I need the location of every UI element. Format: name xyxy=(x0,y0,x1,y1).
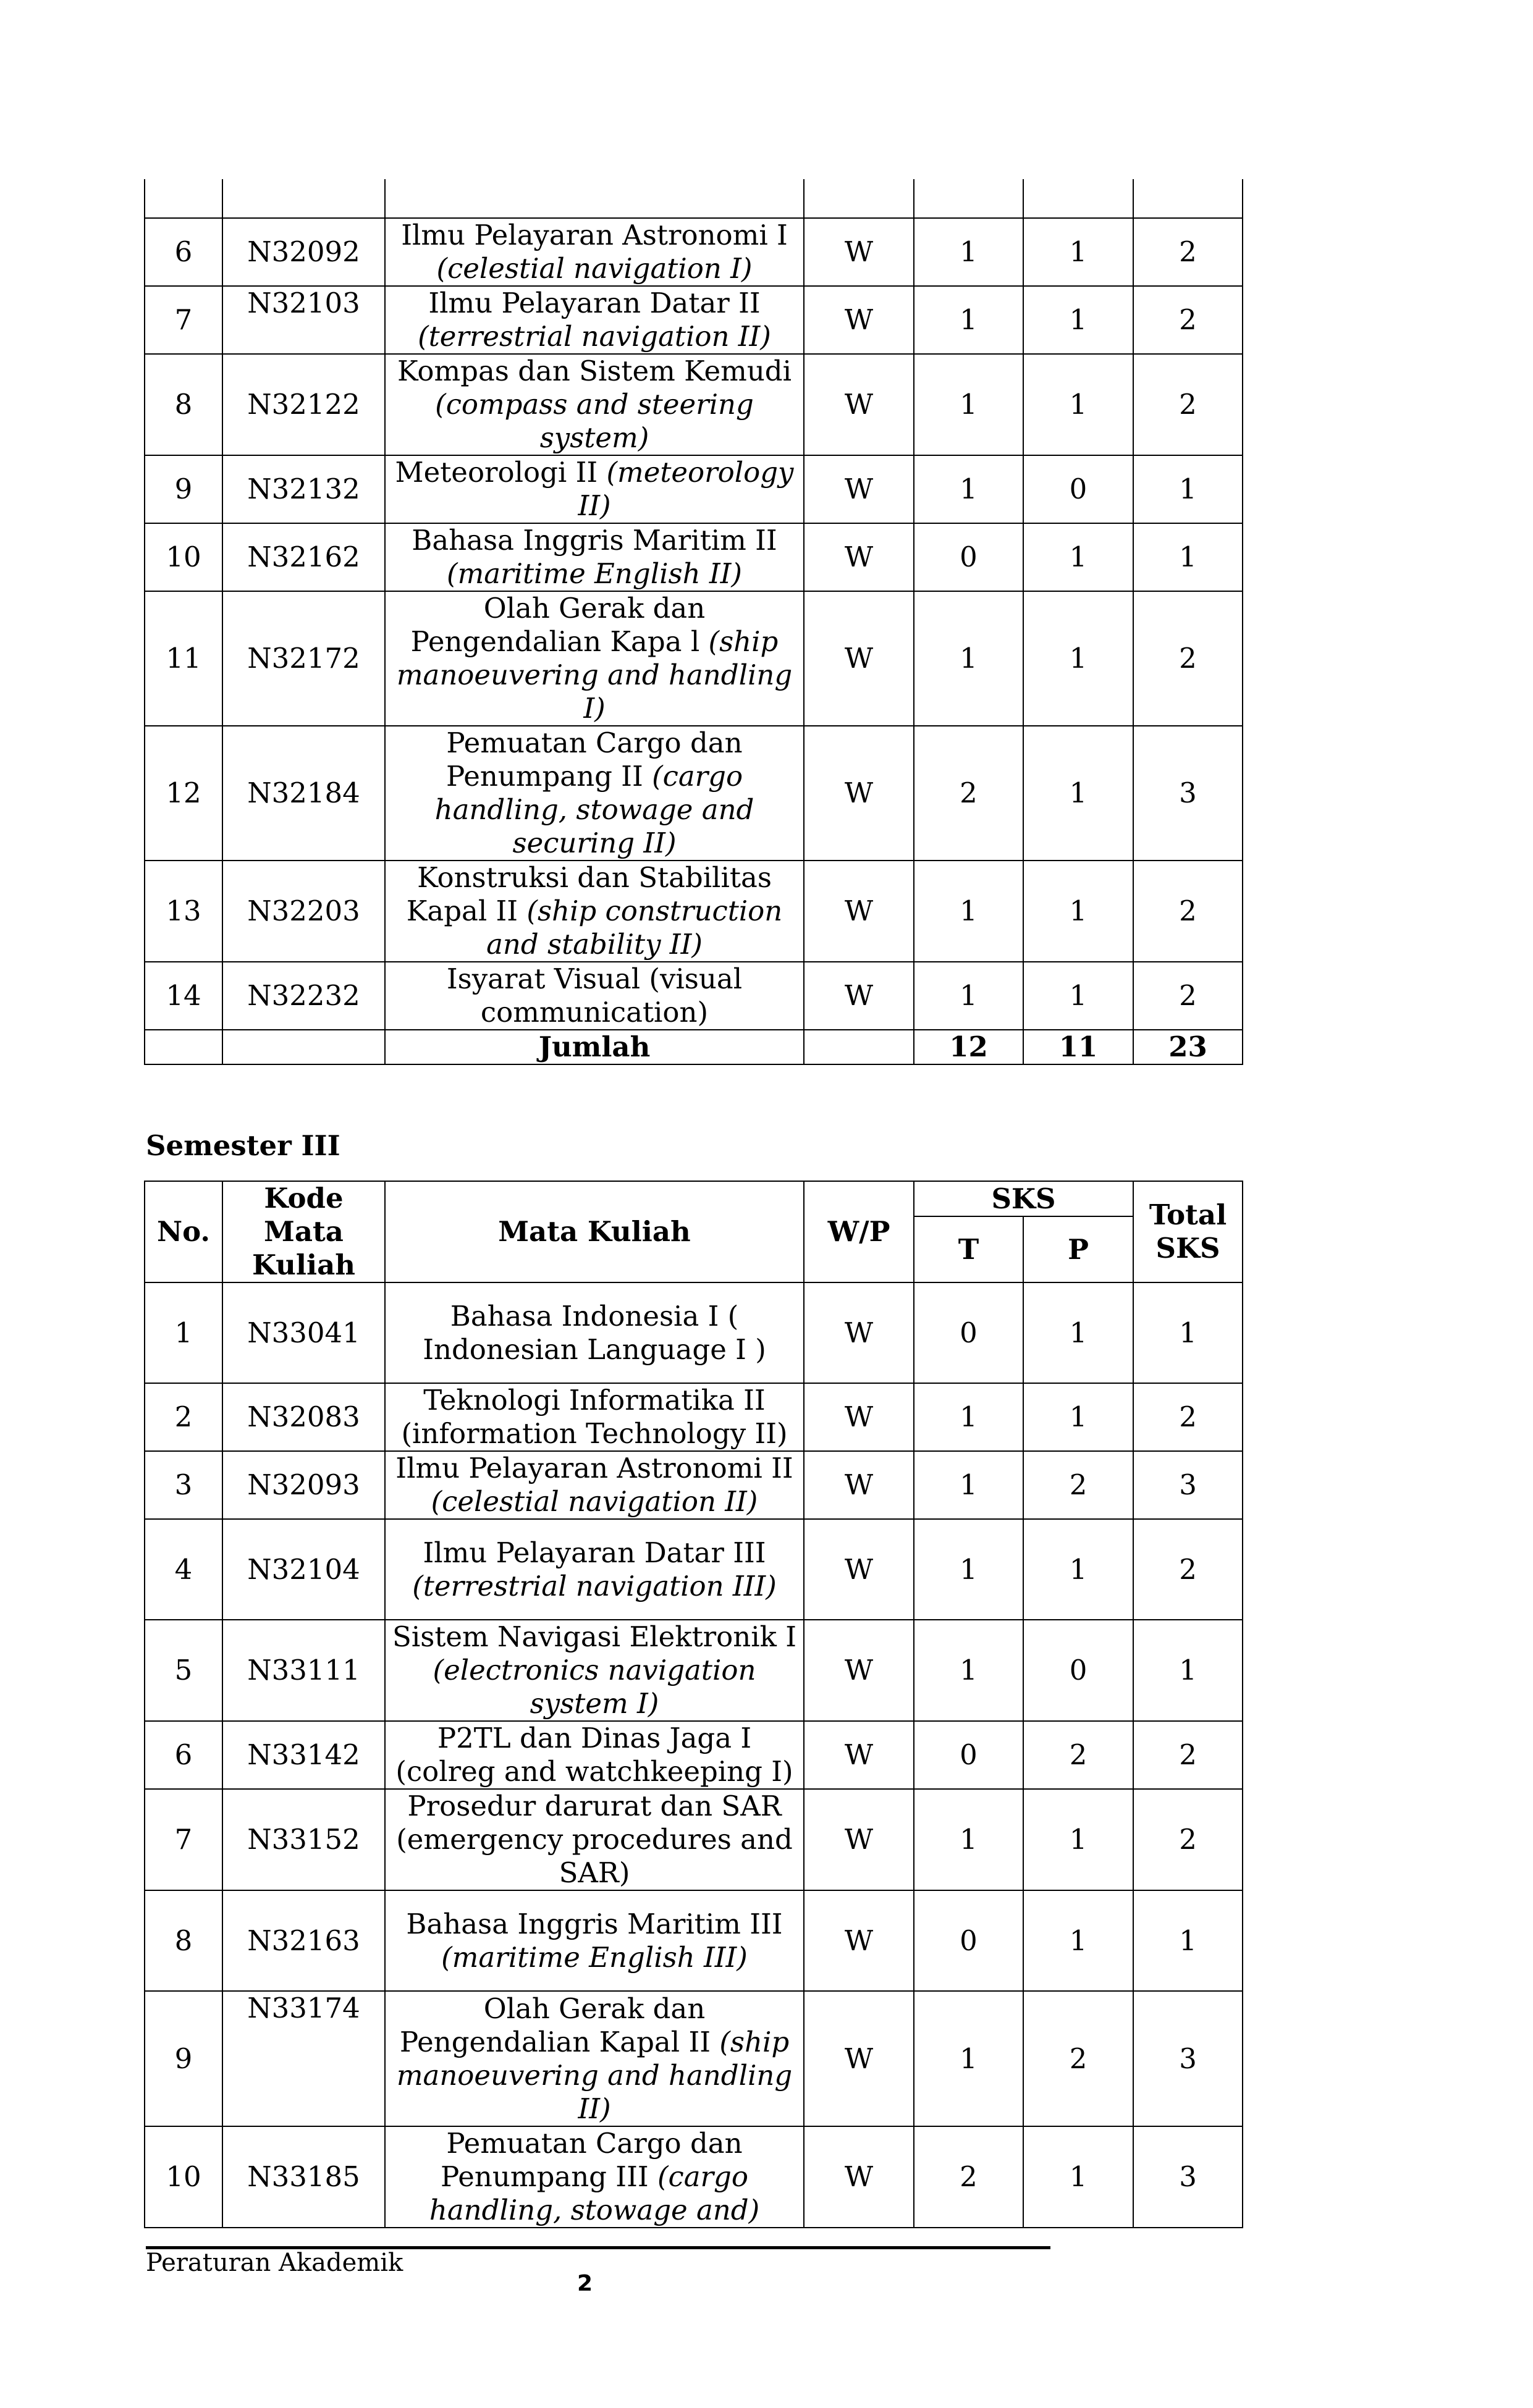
course-code: N32203 xyxy=(222,861,385,962)
table-row xyxy=(145,523,1243,591)
table-row xyxy=(145,1890,1243,1991)
course-code: N33185 xyxy=(222,2126,385,2228)
course-name-cell xyxy=(385,591,804,726)
wp-value: W xyxy=(804,1383,914,1451)
sks-t-value: 1 xyxy=(914,591,1023,726)
wp-value: W xyxy=(804,1451,914,1519)
sks-p-value: 1 xyxy=(1023,1789,1133,1890)
table-row xyxy=(145,1383,1243,1451)
total-sks-value: 2 xyxy=(1133,962,1243,1030)
total-sks-value: 3 xyxy=(1133,2126,1243,2228)
sks-t-value: 1 xyxy=(914,354,1023,455)
course-name-cell xyxy=(385,286,804,354)
total-sks-value: 2 xyxy=(1133,286,1243,354)
header-mata-kuliah: Mata Kuliah xyxy=(385,1181,804,1282)
course-name: Ilmu Pelayaran Astronomi II xyxy=(395,1452,793,1484)
row-number: 9 xyxy=(145,455,222,523)
table-row xyxy=(145,455,1243,523)
row-number: 6 xyxy=(145,1721,222,1789)
row-number: 3 xyxy=(145,1451,222,1519)
course-code: N32092 xyxy=(222,218,385,286)
course-name-cell xyxy=(385,1282,804,1383)
sks-p-value: 1 xyxy=(1023,286,1133,354)
sks-t-value: 0 xyxy=(914,523,1023,591)
row-number: 4 xyxy=(145,1519,222,1620)
table-row xyxy=(145,2126,1243,2228)
row-number: 5 xyxy=(145,1620,222,1721)
sks-t-value: 1 xyxy=(914,455,1023,523)
course-name: Bahasa Inggris Maritim II xyxy=(412,524,777,557)
course-code: N32172 xyxy=(222,591,385,726)
total-label: Jumlah xyxy=(385,1030,804,1064)
total-empty xyxy=(145,1030,222,1064)
table-row xyxy=(145,218,1243,286)
course-name: Olah Gerak dan Pengendalian Kapa l xyxy=(410,592,706,658)
course-name: Bahasa Inggris Maritim III xyxy=(406,1907,783,1940)
sks-p-value: 1 xyxy=(1023,861,1133,962)
wp-value: W xyxy=(804,726,914,861)
course-code: N32083 xyxy=(222,1383,385,1451)
header-sks: SKS xyxy=(914,1181,1133,1216)
wp-value: W xyxy=(804,861,914,962)
table-row xyxy=(145,962,1243,1030)
course-name: Meteorologi II xyxy=(395,456,598,489)
course-name-cell xyxy=(385,726,804,861)
row-number: 9 xyxy=(145,1991,222,2126)
course-name-cell xyxy=(385,354,804,455)
sks-t-value: 1 xyxy=(914,286,1023,354)
course-code: N32184 xyxy=(222,726,385,861)
total-sks-value: 1 xyxy=(1133,1620,1243,1721)
total-sks-value: 2 xyxy=(1133,1721,1243,1789)
total-sks: 23 xyxy=(1133,1030,1243,1064)
wp-value: W xyxy=(804,218,914,286)
table-row xyxy=(145,286,1243,354)
table-row xyxy=(145,726,1243,861)
row-number: 1 xyxy=(145,1282,222,1383)
course-name-cell xyxy=(385,1620,804,1721)
course-name-english: (terrestrial navigation III) xyxy=(412,1569,777,1602)
wp-value: W xyxy=(804,1789,914,1890)
sks-t-value: 1 xyxy=(914,218,1023,286)
sks-p-value: 1 xyxy=(1023,354,1133,455)
sks-t-value: 1 xyxy=(914,1789,1023,1890)
sks-p-value: 1 xyxy=(1023,591,1133,726)
course-name-cell xyxy=(385,1383,804,1451)
course-name: P2TL dan Dinas Jaga I xyxy=(437,1722,752,1754)
course-name-english: (cargo handling, stowage and securing II) xyxy=(434,760,754,859)
header-p: P xyxy=(1023,1216,1133,1282)
table-row xyxy=(145,1282,1243,1383)
semester-heading: Semester III xyxy=(146,1129,340,1162)
table-row xyxy=(145,591,1243,726)
course-name-english: (ship manoeuvering and handling II) xyxy=(396,2025,793,2125)
wp-value: W xyxy=(804,591,914,726)
total-sks-value: 1 xyxy=(1133,1890,1243,1991)
course-name-cell xyxy=(385,1890,804,1991)
table-row xyxy=(145,861,1243,962)
wp-value: W xyxy=(804,1890,914,1991)
course-name-english: (terrestrial navigation II) xyxy=(418,320,771,353)
sks-t-value: 1 xyxy=(914,861,1023,962)
sks-t-value: 1 xyxy=(914,1991,1023,2126)
course-name-english: (celestial navigation I) xyxy=(436,252,753,285)
total-empty xyxy=(222,1030,385,1064)
course-name: Bahasa Indonesia I xyxy=(450,1299,719,1332)
course-code: N33142 xyxy=(222,1721,385,1789)
total-sks-value: 2 xyxy=(1133,218,1243,286)
wp-value: W xyxy=(804,286,914,354)
course-name-english: (emergency procedures and SAR) xyxy=(396,1823,793,1889)
total-sks-value: 3 xyxy=(1133,1451,1243,1519)
course-code: N32104 xyxy=(222,1519,385,1620)
course-code: N32103 xyxy=(222,286,385,354)
header-wp: W/P xyxy=(804,1181,914,1282)
course-code: N32132 xyxy=(222,455,385,523)
total-sks-value: 2 xyxy=(1133,1383,1243,1451)
course-name: Sistem Navigasi Elektronik I xyxy=(392,1620,796,1653)
course-name: Teknologi Informatika II xyxy=(423,1384,766,1417)
course-name: Kompas dan Sistem Kemudi xyxy=(397,355,792,387)
wp-value: W xyxy=(804,2126,914,2228)
table-row xyxy=(145,1991,1243,2126)
sks-p-value: 1 xyxy=(1023,1282,1133,1383)
total-sks-value: 1 xyxy=(1133,523,1243,591)
wp-value: W xyxy=(804,1721,914,1789)
sks-t-value: 1 xyxy=(914,1519,1023,1620)
course-code: N32163 xyxy=(222,1890,385,1991)
course-name-english: (compass and steering system) xyxy=(435,388,754,454)
semester-ii-table-continued xyxy=(144,179,1243,1065)
course-code: N32093 xyxy=(222,1451,385,1519)
sks-p-value: 0 xyxy=(1023,455,1133,523)
total-sks-value: 2 xyxy=(1133,1519,1243,1620)
table-row xyxy=(145,1519,1243,1620)
table-row-stub xyxy=(145,179,1243,218)
course-code: N32232 xyxy=(222,962,385,1030)
total-t: 12 xyxy=(914,1030,1023,1064)
table-row xyxy=(145,1620,1243,1721)
sks-p-value: 2 xyxy=(1023,1451,1133,1519)
row-number: 11 xyxy=(145,591,222,726)
course-name: Isyarat Visual (visual communication) xyxy=(446,962,743,1029)
course-code: N33111 xyxy=(222,1620,385,1721)
course-name-cell xyxy=(385,455,804,523)
header-total-sks: Total SKS xyxy=(1133,1181,1243,1282)
course-name-english: (cargo handling, stowage and) xyxy=(429,2160,760,2226)
course-code: N33174 xyxy=(222,1991,385,2126)
course-name-cell xyxy=(385,962,804,1030)
course-name-cell xyxy=(385,1721,804,1789)
semester-iii-table xyxy=(144,1181,1243,2228)
sks-t-value: 1 xyxy=(914,1383,1023,1451)
row-number: 10 xyxy=(145,523,222,591)
course-name-english: (meteorology II) xyxy=(578,456,794,522)
wp-value: W xyxy=(804,1620,914,1721)
course-name-cell xyxy=(385,523,804,591)
course-name-cell xyxy=(385,218,804,286)
row-number: 2 xyxy=(145,1383,222,1451)
course-name-english: (information Technology II) xyxy=(401,1417,788,1450)
row-number: 7 xyxy=(145,1789,222,1890)
row-number: 14 xyxy=(145,962,222,1030)
course-name: Pemuatan Cargo dan Penumpang III xyxy=(441,2127,743,2193)
course-name-cell xyxy=(385,1991,804,2126)
course-code: N32162 xyxy=(222,523,385,591)
course-name-english: (colreg and watchkeeping I) xyxy=(395,1755,793,1788)
course-name: Konstruksi dan Stabilitas Kapal II xyxy=(406,861,772,927)
course-name: Ilmu Pelayaran Astronomi I xyxy=(401,219,788,251)
header-no: No. xyxy=(145,1181,222,1282)
row-number: 8 xyxy=(145,1890,222,1991)
header-kode: Kode Mata Kuliah xyxy=(222,1181,385,1282)
table-row xyxy=(145,1721,1243,1789)
sks-p-value: 2 xyxy=(1023,1991,1133,2126)
sks-t-value: 1 xyxy=(914,962,1023,1030)
sks-t-value: 1 xyxy=(914,1620,1023,1721)
total-sks-value: 2 xyxy=(1133,1789,1243,1890)
course-name-english: (ship construction and stability II) xyxy=(486,895,783,961)
wp-value: W xyxy=(804,1519,914,1620)
sks-p-value: 1 xyxy=(1023,218,1133,286)
row-number: 13 xyxy=(145,861,222,962)
course-name-cell xyxy=(385,861,804,962)
table-row xyxy=(145,354,1243,455)
course-name-cell xyxy=(385,2126,804,2228)
sks-t-value: 0 xyxy=(914,1282,1023,1383)
wp-value: W xyxy=(804,523,914,591)
total-sks-value: 3 xyxy=(1133,1991,1243,2126)
total-empty xyxy=(804,1030,914,1064)
row-number: 6 xyxy=(145,218,222,286)
footer-title: Peraturan Akademik xyxy=(146,2249,403,2277)
row-number: 12 xyxy=(145,726,222,861)
course-name-cell xyxy=(385,1519,804,1620)
sks-t-value: 2 xyxy=(914,726,1023,861)
total-sks-value: 1 xyxy=(1133,1282,1243,1383)
table-row xyxy=(145,1451,1243,1519)
course-name-english: ( Indonesian Language I ) xyxy=(423,1299,766,1366)
course-code: N32122 xyxy=(222,354,385,455)
course-name: Ilmu Pelayaran Datar III xyxy=(423,1536,766,1569)
sks-p-value: 1 xyxy=(1023,1519,1133,1620)
total-sks-value: 3 xyxy=(1133,726,1243,861)
sks-p-value: 1 xyxy=(1023,962,1133,1030)
sks-p-value: 1 xyxy=(1023,1383,1133,1451)
course-name-english: (celestial navigation II) xyxy=(431,1485,758,1518)
course-code: N33041 xyxy=(222,1282,385,1383)
row-number: 10 xyxy=(145,2126,222,2228)
course-code: N33152 xyxy=(222,1789,385,1890)
course-name-cell xyxy=(385,1451,804,1519)
total-p: 11 xyxy=(1023,1030,1133,1064)
total-row xyxy=(145,1030,1243,1064)
course-name: Olah Gerak dan Pengendalian Kapal II xyxy=(399,1992,711,2058)
total-sks-value: 2 xyxy=(1133,591,1243,726)
wp-value: W xyxy=(804,455,914,523)
page-number: 2 xyxy=(577,2271,593,2296)
sks-t-value: 0 xyxy=(914,1890,1023,1991)
sks-p-value: 1 xyxy=(1023,1890,1133,1991)
course-name-cell xyxy=(385,1789,804,1890)
total-sks-value: 2 xyxy=(1133,861,1243,962)
sks-p-value: 1 xyxy=(1023,2126,1133,2228)
sks-t-value: 1 xyxy=(914,1451,1023,1519)
sks-p-value: 0 xyxy=(1023,1620,1133,1721)
row-number: 8 xyxy=(145,354,222,455)
course-name: Prosedur darurat dan SAR xyxy=(407,1790,782,1822)
course-name-english: (maritime English III) xyxy=(441,1940,748,1974)
sks-t-value: 0 xyxy=(914,1721,1023,1789)
wp-value: W xyxy=(804,1282,914,1383)
course-name: Pemuatan Cargo dan Penumpang II xyxy=(446,726,743,793)
course-name-english: (electronics navigation system I) xyxy=(433,1654,756,1720)
table-row xyxy=(145,1789,1243,1890)
header-t: T xyxy=(914,1216,1023,1282)
sks-t-value: 2 xyxy=(914,2126,1023,2228)
sks-p-value: 2 xyxy=(1023,1721,1133,1789)
wp-value: W xyxy=(804,354,914,455)
total-sks-value: 2 xyxy=(1133,354,1243,455)
sks-p-value: 1 xyxy=(1023,726,1133,861)
wp-value: W xyxy=(804,962,914,1030)
total-sks-value: 1 xyxy=(1133,455,1243,523)
course-name: Ilmu Pelayaran Datar II xyxy=(428,287,761,319)
wp-value: W xyxy=(804,1991,914,2126)
sks-p-value: 1 xyxy=(1023,523,1133,591)
course-name-english: (maritime English II) xyxy=(447,557,742,590)
row-number: 7 xyxy=(145,286,222,354)
course-name-english: (ship manoeuvering and handling I) xyxy=(396,625,793,725)
